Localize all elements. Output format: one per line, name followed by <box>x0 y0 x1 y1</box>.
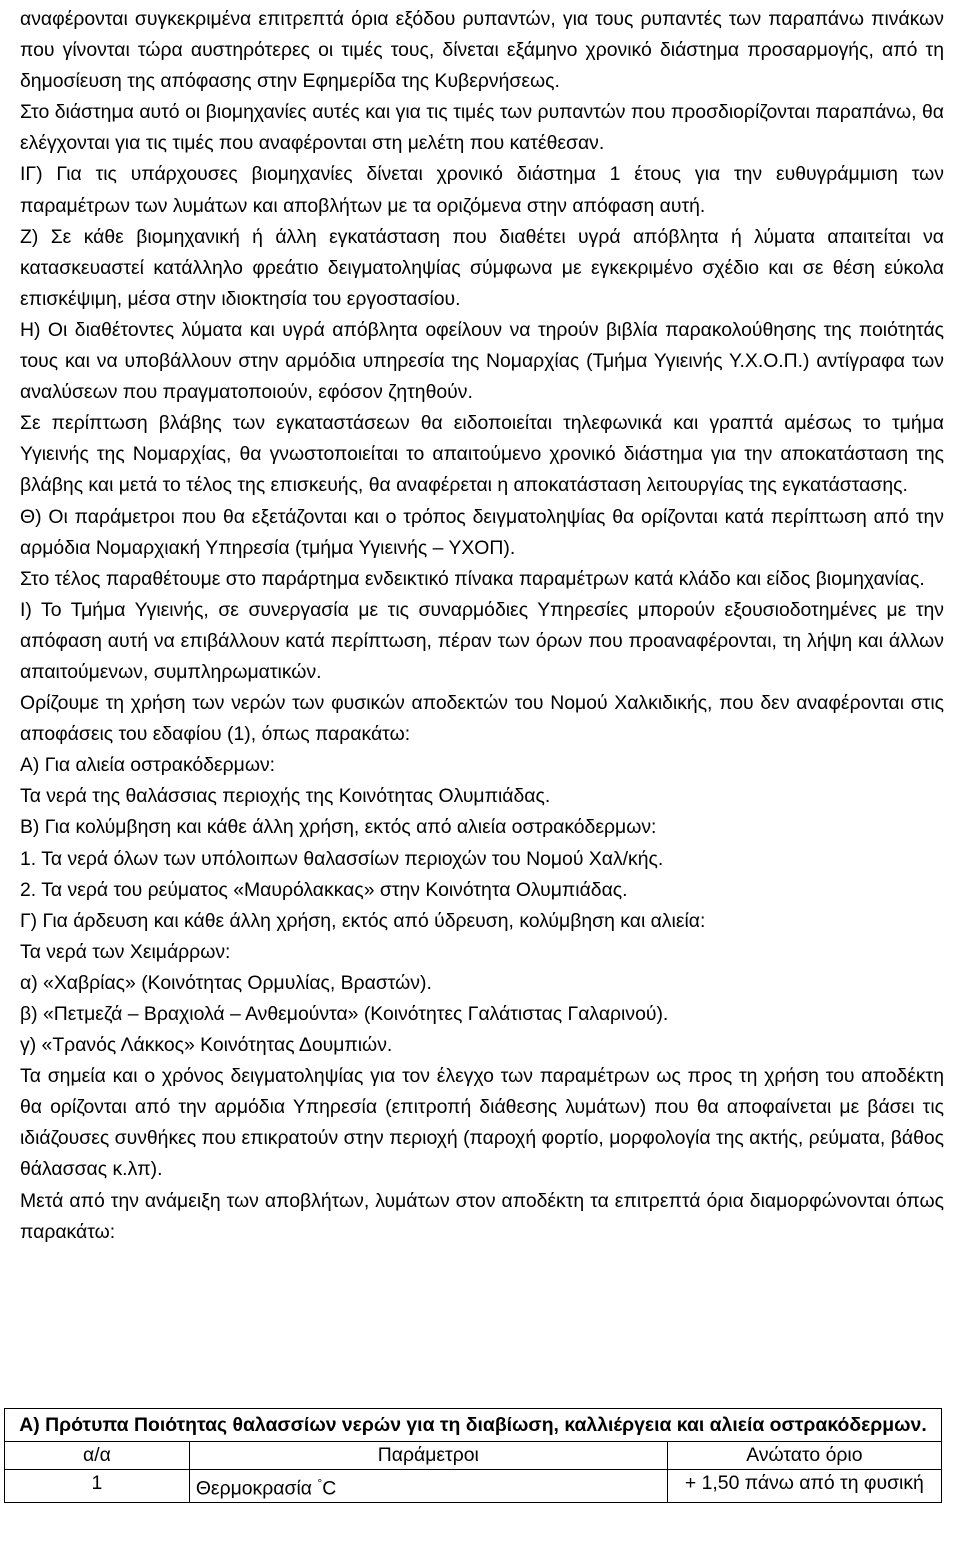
paragraph: Β) Για κολύμβηση και κάθε άλλη χρήση, εκτός από αλιεία οστρακόδερμων: <box>20 816 657 839</box>
paragraph: Τα σημεία και ο χρόνος δειγματοληψίας για τον έλεγχο των παραμέτρων ως προς τη χρήση του αποδέκτη θα ορίζονται από την αρμόδια Υπηρεσία (επιτροπή διάθεσης λυμάτων) που θα αποφαίνεται με βάσει τις ιδιάζουσες συνθήκες που επικρατούν στην περιοχή (παροχή φορτίο, μορφολογία της ακτής, ρεύματα, βάθος θάλασσας κ.λπ). <box>20 1065 944 1181</box>
paragraph: Τα νερά της θαλάσσιας περιοχής της Κοινότητας Ολυμπιάδας. <box>20 785 551 808</box>
parameter-name: Θερμοκρασία <box>195 1477 312 1500</box>
paragraph: γ) «Τρανός Λάκκος» Κοινότητας Δουμπιών. <box>20 1034 393 1057</box>
paragraph: Στο διάστημα αυτό οι βιομηχανίες αυτές και για τις τιμές των ρυπαντών που προσδιορίζονται παραπάνω, θα ελέγχονται για τις τιμές που αναφέρονται στη μελέτη που κατέθεσαν. <box>20 101 944 155</box>
paragraph: β) «Πετμεζά – Βραχιολά – Ανθεμούντα» (Κοινότητες Γαλάτιστας Γαλαρινού). <box>20 1003 669 1025</box>
paragraph: ΙΓ) Για τις υπάρχουσες βιομηχανίες δίνεται χρονικό διάστημα 1 έτους για την ευθυγράμμιση των παραμέτρων των λυμάτων και αποβλήτων με τα οριζόμενα στην απόφαση αυτή. <box>20 163 944 217</box>
paragraph: Ορίζουμε τη χρήση των νερών των φυσικών αποδεκτών του Νομού Χαλκιδικής, που δεν αναφέρονται στις αποφάσεις του εδαφίου (1), όπως παρακάτω: <box>20 692 944 746</box>
paragraph: Στο τέλος παραθέτουμε στο παράρτημα ενδεικτικό πίνακα παραμέτρων κατά κλάδο και είδος βιομηχανίας. <box>20 567 925 590</box>
paragraph: 1. Τα νερά όλων των υπόλοιπων θαλασσίων περιοχών του Νομού Χαλ/κής. <box>20 847 664 870</box>
degree-symbol: ° <box>317 1476 323 1490</box>
paragraph: Θ) Οι παράμετροι που θα εξετάζονται και ο τρόπος δειγματοληψίας θα ορίζονται κατά περίπτωση από την αρμόδια Νομαρχιακή Υπηρεσία (τμήμα Υγιεινής – ΥΧΟΠ). <box>20 505 944 559</box>
paragraph: 2. Τα νερά του ρεύματος «Μαυρόλακκας» στην Κοινότητα Ολυμπιάδας. <box>20 878 628 901</box>
table-header-row <box>5 1442 942 1470</box>
document-body <box>20 4 944 1248</box>
paragraph: αναφέρονται συγκεκριμένα επιτρεπτά όρια εξόδου ρυπαντών, για τους ρυπαντές των παραπάνω πινάκων που γίνονται τώρα αυστηρότερες οι τιμές τους, δίνεται εξάμηνο χρονικό διάστημα προσαρμογής, από τη δημοσίευση της απόφασης στην Εφημερίδα της Κυβερνήσεως. <box>20 8 944 93</box>
paragraph: Η) Οι διαθέτοντες λύματα και υγρά απόβλητα οφείλουν να τηρούν βιβλία παρακολούθησης της ποιότητάς τους και να υποβάλλουν στην αρμόδια υπηρεσία της Νομαρχίας (Τμήμα Υγιεινής Υ.Χ.Ο.Π.) αντίγραφα των αναλύσεων που πραγματοποιούν, εφόσον ζητηθούν. <box>20 318 944 404</box>
parameter-unit: C <box>322 1477 337 1500</box>
paragraph: Ζ) Σε κάθε βιομηχανική ή άλλη εγκατάσταση που διαθέτει υγρά απόβλητα ή λύματα απαιτείται να κατασκευαστεί κατάλληλο φρεάτιο δειγματοληψίας σύμφωνα με εγκεκριμένο σχέδιο και σε θέση εύκολα επισκέψιμη, μέσα στην ιδιοκτησία του εργοστασίου. <box>20 225 944 310</box>
paragraph: Σε περίπτωση βλάβης των εγκαταστάσεων θα ειδοποιείται τηλεφωνικά και γραπτά αμέσως το τμήμα Υγιεινής της Νομαρχίας, θα γνωστοποιείται το απαιτούμενο χρονικό διάστημα για την αποκατάσταση της βλάβης και μετά το τέλος της επισκευής, θα αναφέρεται η αποκατάσταση λειτουργίας της εγκατάστασης. <box>20 412 944 497</box>
paragraph: Μετά από την ανάμειξη των αποβλήτων, λυμάτων στον αποδέκτη τα επιτρεπτά όρια διαμορφώνονται όπως παρακάτω: <box>20 1189 944 1243</box>
paragraph: Γ) Για άρδευση και κάθε άλλη χρήση, εκτός από ύδρευση, κολύμβηση και αλιεία: <box>20 909 706 932</box>
paragraph: Τα νερά των Χειμάρρων: <box>20 940 231 963</box>
row-limit-cell: + 1,50 πάνω από τη φυσική <box>667 1470 941 1503</box>
paragraph: Ι) Το Τμήμα Υγιεινής, σε συνεργασία με τις συναρμόδιες Υπηρεσίες μπορούν εξουσιοδοτημένες με την απόφαση αυτή να επιβάλλουν κατά περίπτωση, πέραν των όρων που προαναφέρονται, τη λήψη και άλλων απαιτούμενων, συμπληρωματικών. <box>20 598 944 683</box>
table-title: Α) Πρότυπα Ποιότητας θαλασσίων νερών για τη διαβίωση, καλλιέργεια και αλιεία οστρακόδερμων. <box>5 1409 942 1442</box>
paragraph: α) «Χαβρίας» (Κοινότητας Ορμυλίας, Βραστών). <box>20 971 432 994</box>
table-title-row <box>5 1409 942 1442</box>
column-header-max-limit: Ανώτατο όριο <box>667 1442 941 1470</box>
column-header-number: α/α <box>5 1442 190 1470</box>
column-header-parameters: Παράμετροι <box>189 1442 667 1470</box>
quality-standards-table <box>4 1408 942 1503</box>
paragraph: Α) Για αλιεία οστρακόδερμων: <box>20 754 276 777</box>
row-number-cell: 1 <box>5 1470 190 1503</box>
quality-standards-table-wrapper <box>4 1408 942 1503</box>
row-parameter-cell <box>189 1470 667 1503</box>
table-row <box>5 1470 942 1503</box>
